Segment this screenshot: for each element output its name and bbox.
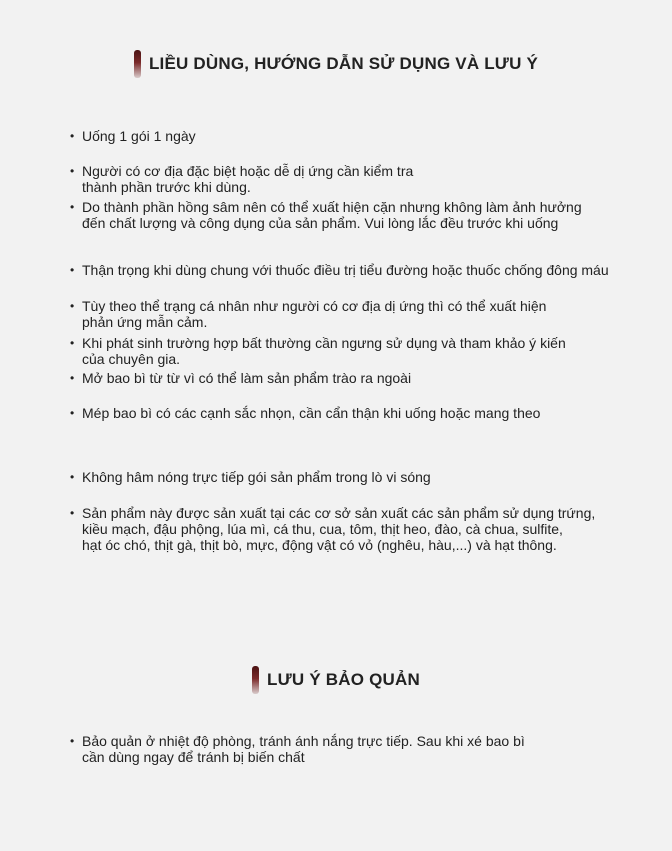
bullet-icon: • (70, 506, 75, 520)
bullet-icon: • (70, 371, 75, 385)
list-item-usage-1 (70, 163, 413, 195)
bullet-icon: • (70, 734, 75, 748)
list-item-line: Người có cơ địa đặc biệt hoặc dễ dị ứng cần kiểm tra (82, 163, 414, 179)
list-item-line: của chuyên gia. (82, 351, 181, 367)
section-heading-usage (0, 50, 672, 78)
list-item-line: Mở bao bì từ từ vì có thể làm sản phẩm trào ra ngoài (82, 370, 412, 386)
list-item-usage-8 (70, 469, 431, 485)
accent-bar-icon (252, 666, 259, 694)
section-heading-usage-inner (134, 50, 538, 78)
list-item-usage-4 (70, 298, 546, 330)
section-title-usage: LIỀU DÙNG, HƯỚNG DẪN SỬ DỤNG VÀ LƯU Ý (148, 54, 539, 73)
accent-bar-icon (134, 50, 141, 78)
list-item-text (82, 370, 411, 386)
list-item-text (82, 335, 566, 367)
list-item-line: kiều mạch, đậu phộng, lúa mì, cá thu, cua, tôm, thịt heo, đào, cà chua, sulfite, (82, 521, 563, 537)
section-heading-storage (0, 666, 672, 694)
list-item-line: Thận trọng khi dùng chung với thuốc điều trị tiểu đường hoặc thuốc chống đông máu (82, 262, 609, 278)
list-item-storage-0 (70, 733, 525, 765)
list-item-usage-9 (70, 505, 595, 553)
bullet-icon: • (70, 200, 75, 214)
list-item-text (82, 733, 525, 765)
list-item-text (82, 505, 595, 553)
list-item-text (82, 128, 196, 144)
list-item-text (82, 298, 546, 330)
list-item-text (82, 262, 609, 278)
list-item-text (82, 163, 413, 195)
list-item-usage-6 (70, 370, 411, 386)
list-item-line: phản ứng mẫn cảm. (82, 314, 208, 330)
list-item-text (82, 405, 540, 421)
list-item-line: thành phần trước khi dùng. (82, 179, 251, 195)
list-item-usage-3 (70, 262, 609, 278)
list-item-line: Sản phẩm này được sản xuất tại các cơ sở sản xuất các sản phẩm sử dụng trứng, (82, 505, 596, 521)
list-item-text (82, 199, 582, 231)
list-item-line: Uống 1 gói 1 ngày (82, 128, 196, 144)
list-item-line: Khi phát sinh trường hợp bất thường cần ngưng sử dụng và tham khảo ý kiến (82, 335, 566, 351)
list-item-usage-2 (70, 199, 582, 231)
list-item-usage-0 (70, 128, 196, 144)
list-item-line: hạt óc chó, thịt gà, thịt bò, mực, động vật có vỏ (nghêu, hàu,...) và hạt thông. (82, 537, 557, 553)
bullet-icon: • (70, 406, 75, 420)
bullet-icon: • (70, 164, 75, 178)
list-item-line: Không hâm nóng trực tiếp gói sản phẩm trong lò vi sóng (82, 469, 431, 485)
list-item-usage-5 (70, 335, 566, 367)
list-item-usage-7 (70, 405, 540, 421)
list-item-line: Do thành phần hồng sâm nên có thể xuất hiện cặn nhưng không làm ảnh hưởng (82, 199, 582, 215)
list-item-line: Tùy theo thể trạng cá nhân như người có cơ địa dị ứng thì có thể xuất hiện (82, 298, 547, 314)
bullet-icon: • (70, 129, 75, 143)
bullet-icon: • (70, 470, 75, 484)
list-item-line: Mép bao bì có các cạnh sắc nhọn, cần cẩn thận khi uống hoặc mang theo (82, 405, 541, 421)
bullet-icon: • (70, 299, 75, 313)
list-item-line: cần dùng ngay để tránh bị biến chất (82, 749, 305, 765)
section-title-storage: LƯU Ý BẢO QUẢN (267, 670, 420, 689)
list-item-line: đến chất lượng và công dụng của sản phẩm. Vui lòng lắc đều trước khi uống (82, 215, 559, 231)
bullet-icon: • (70, 263, 75, 277)
list-item-text (82, 469, 431, 485)
bullet-icon: • (70, 336, 75, 350)
list-item-line: Bảo quản ở nhiệt độ phòng, tránh ánh nắng trực tiếp. Sau khi xé bao bì (82, 733, 525, 749)
section-heading-storage-inner (252, 666, 420, 694)
